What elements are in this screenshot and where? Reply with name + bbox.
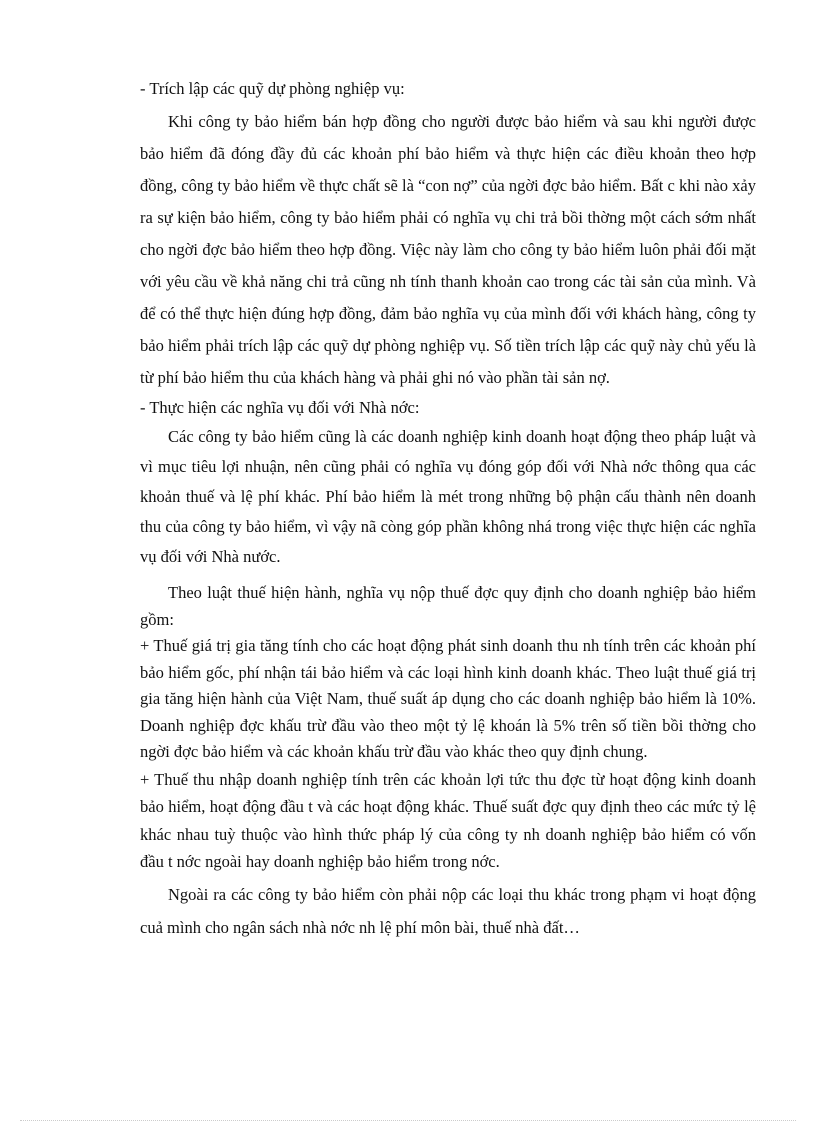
bullet-corporate-income-tax: + Thuế thu nhập doanh nghiệp tính trên các khoản lợi tức thu đợc từ hoạt động kinh doanh bảo hiểm, hoạt động đầu t và các hoạt động khác. Thuế suất đợc quy định theo các mức tỷ lệ khác nhau tuỳ thuộc vào hình thức pháp lý của công ty nh doanh nghiệp bảo hiểm có vốn đầu t nớc ngoài hay doanh nghiệp bảo hiểm trong nớc. — [140, 769, 756, 871]
section-heading-reserve-funds: - Trích lập các quỹ dự phòng nghiệp vụ: — [140, 79, 405, 98]
document-body — [140, 72, 756, 944]
section-heading-state-obligations: - Thực hiện các nghĩa vụ đối với Nhà nớc: — [140, 398, 420, 417]
paragraph-reserve-funds: Khi công ty bảo hiểm bán hợp đồng cho người được bảo hiểm và sau khi người được bảo hiểm đã đóng đầy đủ các khoản phí bảo hiểm và thực hiện các điều khoản theo hợp đồng, công ty bảo hiểm về thực chất sẽ là “con nợ” của ngời đợc bảo hiểm. Bất c khi nào xảy ra sự kiện bảo hiểm, công ty bảo hiểm phải có nghĩa vụ chi trả bồi thờng một cách sớm nhất cho ngời đợc bảo hiểm theo hợp đồng. Việc này làm cho công ty bảo hiểm luôn phải đối mặt với yêu cầu về khả năng chi trả cũng nh tính thanh khoản cao trong các tài sản của mình. Và để có thể thực hiện đúng hợp đồng, đảm bảo nghĩa vụ của mình đối với khách hàng, công ty bảo hiểm phải trích lập các quỹ dự phòng nghiệp vụ. Số tiền trích lập các quỹ này chủ yếu là từ phí bảo hiểm thu của khách hàng và phải ghi nó vào phần tài sản nợ. — [140, 112, 756, 387]
paragraph-tax-law: Theo luật thuế hiện hành, nghĩa vụ nộp thuế đợc quy định cho doanh nghiệp bảo hiểm gồm: — [140, 583, 756, 629]
paragraph-state-obligations: Các công ty bảo hiểm cũng là các doanh nghiệp kinh doanh hoạt động theo pháp luật và vì mục tiêu lợi nhuận, nên cũng phải có nghĩa vụ đóng góp đối với Nhà nớc thông qua các khoản thuế và lệ phí khác. Phí bảo hiểm là mét trong những bộ phận cấu thành nên doanh thu của công ty bảo hiểm, vì vậy nã còng góp phần không nhá trong việc thực hiện các nghĩa vụ đối với Nhà nước. — [140, 427, 756, 566]
paragraph-other-fees: Ngoài ra các công ty bảo hiểm còn phải nộp các loại thu khác trong phạm vi hoạt động cuả mình cho ngân sách nhà nớc nh lệ phí môn bài, thuế nhà đất… — [140, 884, 756, 937]
bullet-vat: + Thuế giá trị gia tăng tính cho các hoạt động phát sinh doanh thu nh tính trên các khoản phí bảo hiểm gốc, phí nhận tái bảo hiểm và các loại hình kinh doanh khác. Theo luật thuế giá trị gia tăng hiện hành của Việt Nam, thuế suất áp dụng cho các doanh nghiệp bảo hiểm là 10%. Doanh nghiệp đợc khấu trừ đầu vào theo một tỷ lệ khoán là 5% trên số tiền bồi thờng cho ngời đợc bảo hiểm và các khoản khấu trừ đầu vào khác theo quy định chung. — [140, 636, 756, 761]
page-bottom-rule — [20, 1120, 796, 1121]
